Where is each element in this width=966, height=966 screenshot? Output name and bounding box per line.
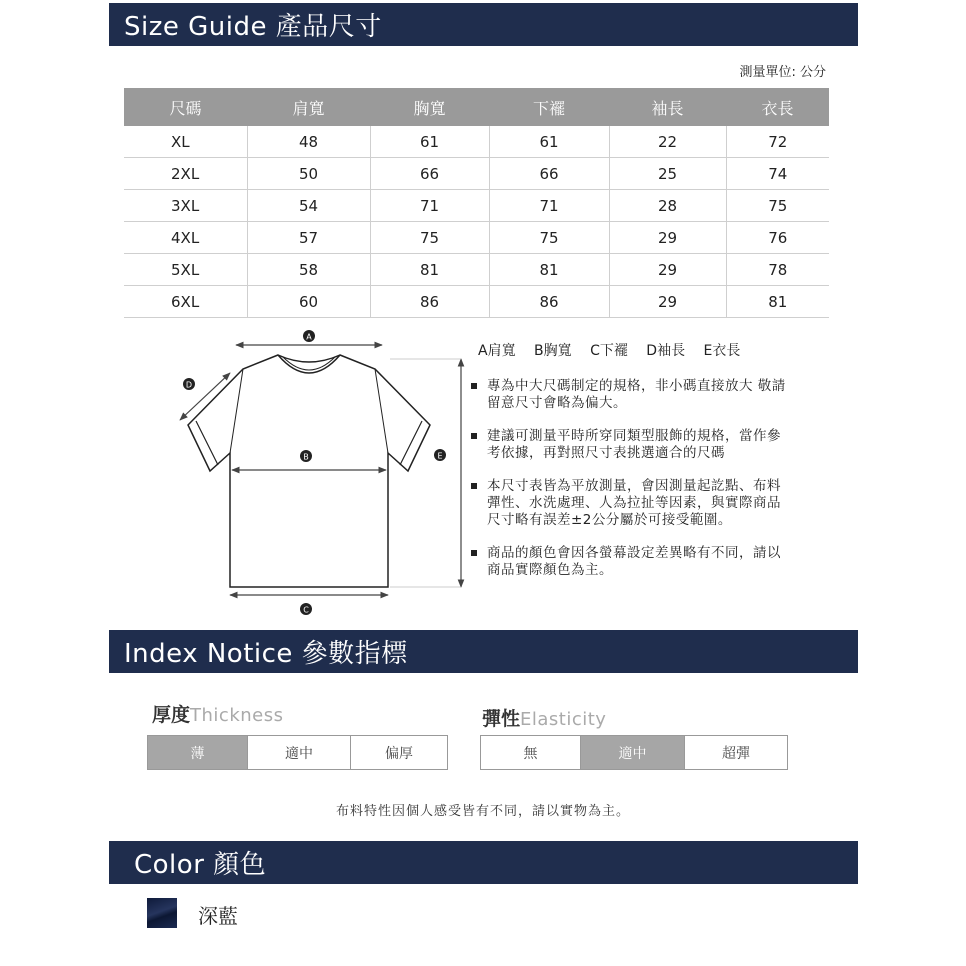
svg-text:A: A [306, 332, 312, 342]
color-name: 深藍 [198, 904, 238, 928]
thickness-label-en: Thickness [190, 705, 284, 726]
size-cell: 2XL [124, 158, 247, 190]
shoulder-cell: 60 [247, 286, 370, 318]
marker-e [434, 449, 446, 461]
table-row [124, 190, 829, 222]
shoulder-cell: 54 [247, 190, 370, 222]
note-text: 專為中大尺碼制定的規格，非小碼直接放大 敬請留意尺寸會略為偏大。 [487, 378, 786, 411]
hem-cell: 66 [489, 158, 609, 190]
index-notice-title: Index Notice 參數指標 [124, 639, 408, 669]
thickness-option-medium: 適中 [248, 736, 351, 769]
measurement-legend: A肩寬 B胸寬 C下襬 D袖長 E衣長 [478, 343, 741, 359]
svg-text:B: B [303, 452, 309, 462]
chest-cell: 71 [370, 190, 489, 222]
tshirt-measurement-diagram [170, 325, 470, 625]
bullet-icon [471, 550, 477, 556]
sleeve-cell: 29 [609, 286, 726, 318]
svg-text:D: D [185, 380, 193, 390]
fabric-note: 布料特性因個人感受皆有不同，請以實物為主。 [335, 804, 630, 819]
thickness-scale [147, 735, 448, 770]
hem-cell: 86 [489, 286, 609, 318]
table-row [124, 254, 829, 286]
hem-cell: 71 [489, 190, 609, 222]
chest-cell: 66 [370, 158, 489, 190]
length-cell: 78 [726, 254, 829, 286]
hem-cell: 81 [489, 254, 609, 286]
tshirt-outline [185, 355, 430, 587]
marker-a [303, 330, 315, 342]
shoulder-cell: 50 [247, 158, 370, 190]
length-cell: 74 [726, 158, 829, 190]
thickness-option-thick: 偏厚 [385, 745, 413, 762]
note-item [471, 378, 791, 412]
size-cell: 6XL [124, 286, 247, 318]
chest-cell: 86 [370, 286, 489, 318]
length-cell: 81 [726, 286, 829, 318]
color-swatch [147, 898, 177, 928]
elasticity-option-none: 無 [481, 736, 581, 769]
elasticity-option-medium: 適中 [581, 736, 685, 769]
note-item [471, 478, 791, 529]
chest-cell: 61 [370, 126, 489, 158]
index-notice-header [109, 630, 858, 673]
sleeve-cell: 22 [609, 126, 726, 158]
shoulder-cell: 48 [247, 126, 370, 158]
elasticity-option-super: 超彈 [722, 745, 750, 762]
shoulder-cell: 58 [247, 254, 370, 286]
size-cell: 5XL [124, 254, 247, 286]
bullet-icon [471, 483, 477, 489]
length-cell: 72 [726, 126, 829, 158]
measurement-unit: 測量單位: 公分 [739, 65, 826, 80]
size-guide-title: Size Guide 產品尺寸 [124, 12, 382, 42]
hem-cell: 61 [489, 126, 609, 158]
elasticity-label [482, 704, 606, 731]
elasticity-label-en: Elasticity [520, 709, 607, 730]
column-header-chest: 胸寬 [370, 88, 489, 126]
color-header [109, 841, 858, 884]
chest-cell: 81 [370, 254, 489, 286]
column-header-length: 衣長 [726, 88, 829, 126]
svg-text:E: E [437, 451, 443, 461]
length-cell: 76 [726, 222, 829, 254]
shoulder-cell: 57 [247, 222, 370, 254]
column-header-hem: 下襬 [489, 88, 609, 126]
marker-d [183, 378, 195, 390]
note-item [471, 428, 791, 462]
column-header-sleeve: 袖長 [609, 88, 726, 126]
chest-cell: 75 [370, 222, 489, 254]
elasticity-scale [480, 735, 788, 770]
marker-b [300, 450, 312, 462]
thickness-label-zh: 厚度 [152, 704, 191, 726]
table-row [124, 126, 829, 158]
bullet-icon [471, 383, 477, 389]
table-row [124, 222, 829, 254]
svg-text:C: C [303, 605, 309, 615]
color-title: Color 顏色 [134, 850, 267, 880]
column-header-size: 尺碼 [124, 88, 247, 126]
hem-cell: 75 [489, 222, 609, 254]
column-header-shoulder: 肩寬 [247, 88, 370, 126]
sleeve-cell: 29 [609, 222, 726, 254]
size-guide-header [109, 3, 858, 46]
bullet-icon [471, 433, 477, 439]
table-row [124, 158, 829, 190]
thickness-label [152, 700, 283, 727]
elasticity-label-zh: 彈性 [482, 708, 521, 730]
size-cell: 3XL [124, 190, 247, 222]
length-cell: 75 [726, 190, 829, 222]
note-item [471, 545, 791, 579]
table-row [124, 286, 829, 318]
size-table-header-row [124, 88, 829, 126]
sleeve-cell: 28 [609, 190, 726, 222]
note-text: 商品的顏色會因各螢幕設定差異略有不同，請以商品實際顏色為主。 [487, 545, 781, 578]
thickness-option-thin: 薄 [148, 736, 248, 769]
size-cell: XL [124, 126, 247, 158]
size-table [124, 88, 829, 318]
sleeve-cell: 29 [609, 254, 726, 286]
size-notes [471, 378, 791, 595]
note-text: 建議可測量平時所穿同類型服飾的規格，當作參考依據，再對照尺寸表挑選適合的尺碼 [487, 428, 781, 461]
note-text: 本尺寸表皆為平放測量，會因測量起訖點、布料彈性、水洗處理、人為拉扯等因素，與實際商品尺寸略有誤差±2公分屬於可接受範圍。 [487, 478, 781, 528]
sleeve-cell: 25 [609, 158, 726, 190]
size-cell: 4XL [124, 222, 247, 254]
marker-c [300, 603, 312, 615]
